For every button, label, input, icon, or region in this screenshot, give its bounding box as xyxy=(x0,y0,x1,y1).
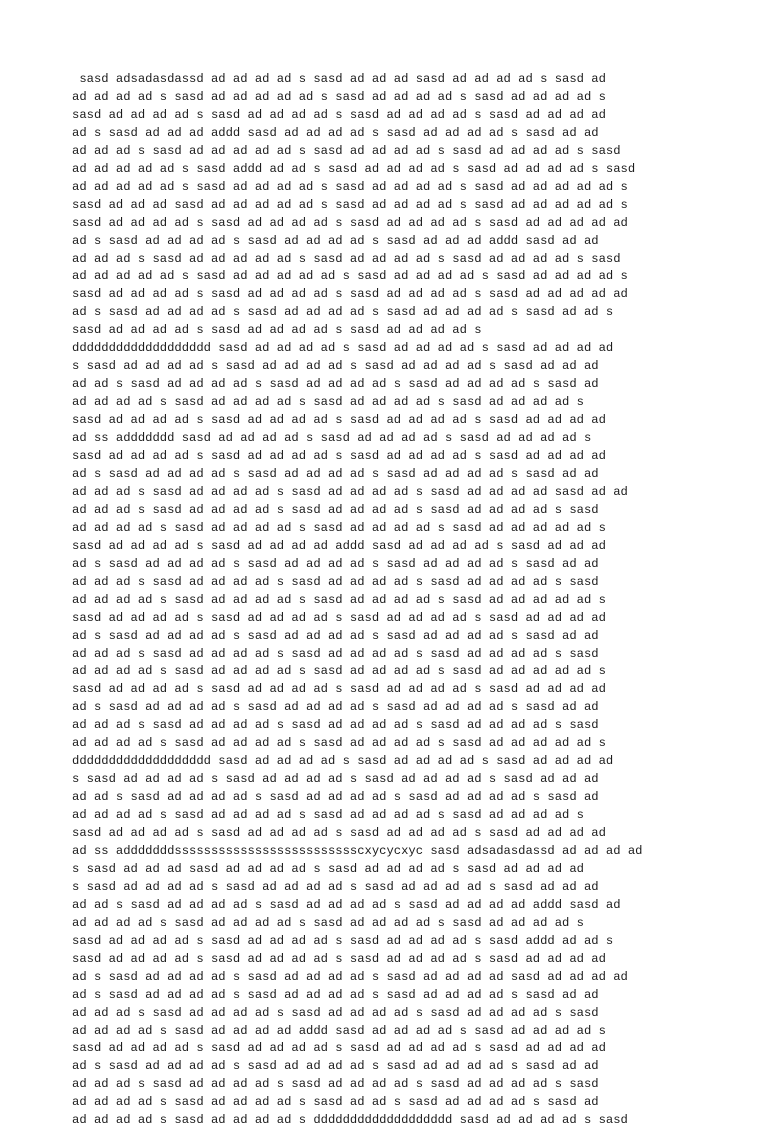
text-line: ad ss addddddd sasd ad ad ad ad s sasd ad ad ad ad s sasd ad ad ad ad s xyxy=(72,431,592,446)
text-line: s sasd ad ad ad sasd ad ad ad ad s sasd ad ad ad ad s sasd ad ad ad ad xyxy=(72,861,584,876)
text-line: sasd ad ad ad ad s sasd ad ad ad ad s sasd ad ad ad ad s sasd ad ad ad ad xyxy=(72,826,606,841)
text-line: ad s sasd ad ad ad ad s sasd ad ad ad ad s sasd ad ad ad ad s sasd ad ad s xyxy=(72,305,614,320)
text-line: ad ad ad s sasd ad ad ad ad s sasd ad ad ad ad s sasd ad ad ad ad s sasd xyxy=(72,1077,599,1092)
text-line: ad ad ad s sasd ad ad ad ad s sasd ad ad ad ad s sasd ad ad ad ad s sasd xyxy=(72,574,599,589)
text-line: sasd ad ad ad ad s sasd ad ad ad ad addd sasd ad ad ad ad s sasd ad ad ad xyxy=(72,538,606,553)
text-line: ad ad ad ad ad s sasd ad ad ad ad ad s sasd ad ad ad ad s sasd ad ad ad ad s xyxy=(72,269,628,284)
text-line: ad s sasd ad ad ad ad s sasd ad ad ad ad s sasd ad ad ad ad s sasd ad ad xyxy=(72,556,599,571)
text-line: ad ss adddddddssssssssssssssssssssssssscxycycxyc sasd adsadasdassd ad ad ad ad xyxy=(72,843,643,858)
text-line: ad s sasd ad ad ad ad s sasd ad ad ad ad s sasd ad ad ad ad s sasd ad ad xyxy=(72,1059,599,1074)
text-line: ad s sasd ad ad ad ad s sasd ad ad ad ad s sasd ad ad ad ad s sasd ad ad xyxy=(72,466,599,481)
text-line: ad ad ad ad ad s sasd ad ad ad ad s sasd ad ad ad ad s sasd ad ad ad ad ad s xyxy=(72,179,628,194)
text-line: ad ad ad ad s sasd ad ad ad ad s sasd ad ad ad ad s sasd ad ad ad ad s xyxy=(72,808,584,823)
text-line: ad ad ad ad s sasd ad ad ad ad s sasd ad ad ad ad s sasd ad ad ad ad s xyxy=(72,915,584,930)
text-line: ddddddddddddddddddd sasd ad ad ad ad s sasd ad ad ad ad s sasd ad ad ad ad xyxy=(72,754,614,769)
text-line: ad s sasd ad ad ad ad s sasd ad ad ad ad s sasd ad ad ad ad sasd ad ad ad ad xyxy=(72,969,628,984)
text-line: ad ad ad ad s sasd ad ad ad ad s sasd ad ad ad ad s sasd ad ad ad ad ad s xyxy=(72,592,606,607)
text-line: sasd ad ad ad ad s sasd ad ad ad ad s sasd ad ad ad ad s xyxy=(72,323,482,338)
text-line: sasd ad ad ad ad s sasd ad ad ad ad s sasd ad ad ad ad s sasd ad ad ad ad xyxy=(72,449,606,464)
text-line: ad s sasd ad ad ad ad s sasd ad ad ad ad s sasd ad ad ad addd sasd ad ad xyxy=(72,233,599,248)
text-line: ddddddddddddddddddd sasd ad ad ad ad s sasd ad ad ad ad s sasd ad ad ad ad xyxy=(72,341,614,356)
text-line: sasd ad ad ad ad s sasd ad ad ad ad s sasd ad ad ad ad s sasd ad ad ad ad xyxy=(72,413,606,428)
text-line: sasd ad ad ad ad s sasd ad ad ad ad s sasd ad ad ad ad s sasd ad ad ad ad xyxy=(72,682,606,697)
text-line: ad ad ad ad s sasd ad ad ad ad addd sasd ad ad ad ad s sasd ad ad ad ad s xyxy=(72,1023,606,1038)
text-line: sasd ad ad ad ad s sasd ad ad ad ad s sasd ad ad ad ad s sasd ad ad ad ad xyxy=(72,610,606,625)
text-line: ad ad ad s sasd ad ad ad ad s sasd ad ad ad ad s sasd ad ad ad ad s sasd xyxy=(72,718,599,733)
text-line: s sasd ad ad ad ad s sasd ad ad ad ad s sasd ad ad ad ad s sasd ad ad ad xyxy=(72,359,599,374)
text-line: sasd ad ad ad ad s sasd ad ad ad ad s sasd ad ad ad ad s sasd ad ad ad ad xyxy=(72,951,606,966)
text-line: ad ad ad ad s sasd ad ad ad ad ad s sasd ad ad ad ad s sasd ad ad ad ad s xyxy=(72,89,606,104)
text-line: ad ad s sasd ad ad ad ad s sasd ad ad ad ad s sasd ad ad ad ad s sasd ad xyxy=(72,790,599,805)
text-line: ad ad ad s sasd ad ad ad ad s sasd ad ad ad ad s sasd ad ad ad ad s sasd xyxy=(72,502,599,517)
text-line: ad ad ad s sasd ad ad ad ad ad s sasd ad ad ad ad s sasd ad ad ad ad s sasd xyxy=(72,251,621,266)
text-line: ad ad s sasd ad ad ad ad s sasd ad ad ad ad s sasd ad ad ad ad addd sasd ad xyxy=(72,897,621,912)
text-line: sasd ad ad ad ad s sasd ad ad ad ad s sasd ad ad ad ad s sasd addd ad ad s xyxy=(72,933,614,948)
text-line: ad s sasd ad ad ad ad s sasd ad ad ad ad s sasd ad ad ad ad s sasd ad ad xyxy=(72,700,599,715)
text-line: ad ad ad ad s sasd ad ad ad ad s sasd ad ad ad ad s sasd ad ad ad ad ad s xyxy=(72,736,606,751)
text-line: ad ad ad s sasd ad ad ad ad s sasd ad ad ad ad s sasd ad ad ad ad sasd ad ad xyxy=(72,484,628,499)
text-line: sasd ad ad ad ad s sasd ad ad ad ad s sasd ad ad ad ad s sasd ad ad ad ad xyxy=(72,1041,606,1056)
text-line: ad ad ad s sasd ad ad ad ad ad s sasd ad ad ad ad s sasd ad ad ad ad s sasd xyxy=(72,143,621,158)
text-line: ad s sasd ad ad ad ad s sasd ad ad ad ad s sasd ad ad ad ad s sasd ad ad xyxy=(72,628,599,643)
text-line: ad ad ad ad ad s sasd addd ad ad s sasd ad ad ad ad s sasd ad ad ad ad s sasd xyxy=(72,161,636,176)
text-line: ad ad ad s sasd ad ad ad ad s sasd ad ad ad ad s sasd ad ad ad ad s sasd xyxy=(72,1005,599,1020)
text-line: ad ad ad ad s sasd ad ad ad ad s sasd ad ad s sasd ad ad ad ad s sasd ad xyxy=(72,1095,599,1110)
text-line: sasd ad ad ad sasd ad ad ad ad ad s sasd ad ad ad ad s sasd ad ad ad ad ad s xyxy=(72,197,628,212)
text-line: ad s sasd ad ad ad addd sasd ad ad ad ad s sasd ad ad ad ad s sasd ad ad xyxy=(72,125,599,140)
text-line: ad ad ad ad s sasd ad ad ad ad s ddddddddddddddddddd sasd ad ad ad ad s sasd xyxy=(72,1113,628,1128)
text-line: ad ad ad s sasd ad ad ad ad s sasd ad ad ad ad s sasd ad ad ad ad s sasd xyxy=(72,646,599,661)
text-line: s sasd ad ad ad ad s sasd ad ad ad ad s sasd ad ad ad ad s sasd ad ad ad xyxy=(72,879,599,894)
document-page xyxy=(72,71,704,1130)
text-line: ad ad ad ad s sasd ad ad ad ad s sasd ad ad ad ad s sasd ad ad ad ad s xyxy=(72,395,584,410)
text-line: sasd ad ad ad ad s sasd ad ad ad ad s sasd ad ad ad ad s sasd ad ad ad ad ad xyxy=(72,215,628,230)
text-line: ad s sasd ad ad ad ad s sasd ad ad ad ad s sasd ad ad ad ad s sasd ad ad xyxy=(72,987,599,1002)
text-line: ad ad ad ad s sasd ad ad ad ad s sasd ad ad ad ad s sasd ad ad ad ad ad s xyxy=(72,520,606,535)
text-line: sasd ad ad ad ad s sasd ad ad ad ad s sasd ad ad ad ad s sasd ad ad ad ad ad xyxy=(72,287,628,302)
text-line: sasd ad ad ad ad s sasd ad ad ad ad s sasd ad ad ad ad s sasd ad ad ad ad xyxy=(72,107,606,122)
text-line: ad ad ad ad s sasd ad ad ad ad s sasd ad ad ad ad s sasd ad ad ad ad ad s xyxy=(72,664,606,679)
text-line: ad ad s sasd ad ad ad ad s sasd ad ad ad ad s sasd ad ad ad ad s sasd ad xyxy=(72,377,599,392)
text-line: s sasd ad ad ad ad s sasd ad ad ad ad s sasd ad ad ad ad s sasd ad ad ad xyxy=(72,772,599,787)
text-line: sasd adsadasdassd ad ad ad ad s sasd ad ad ad sasd ad ad ad ad s sasd ad xyxy=(72,72,606,86)
